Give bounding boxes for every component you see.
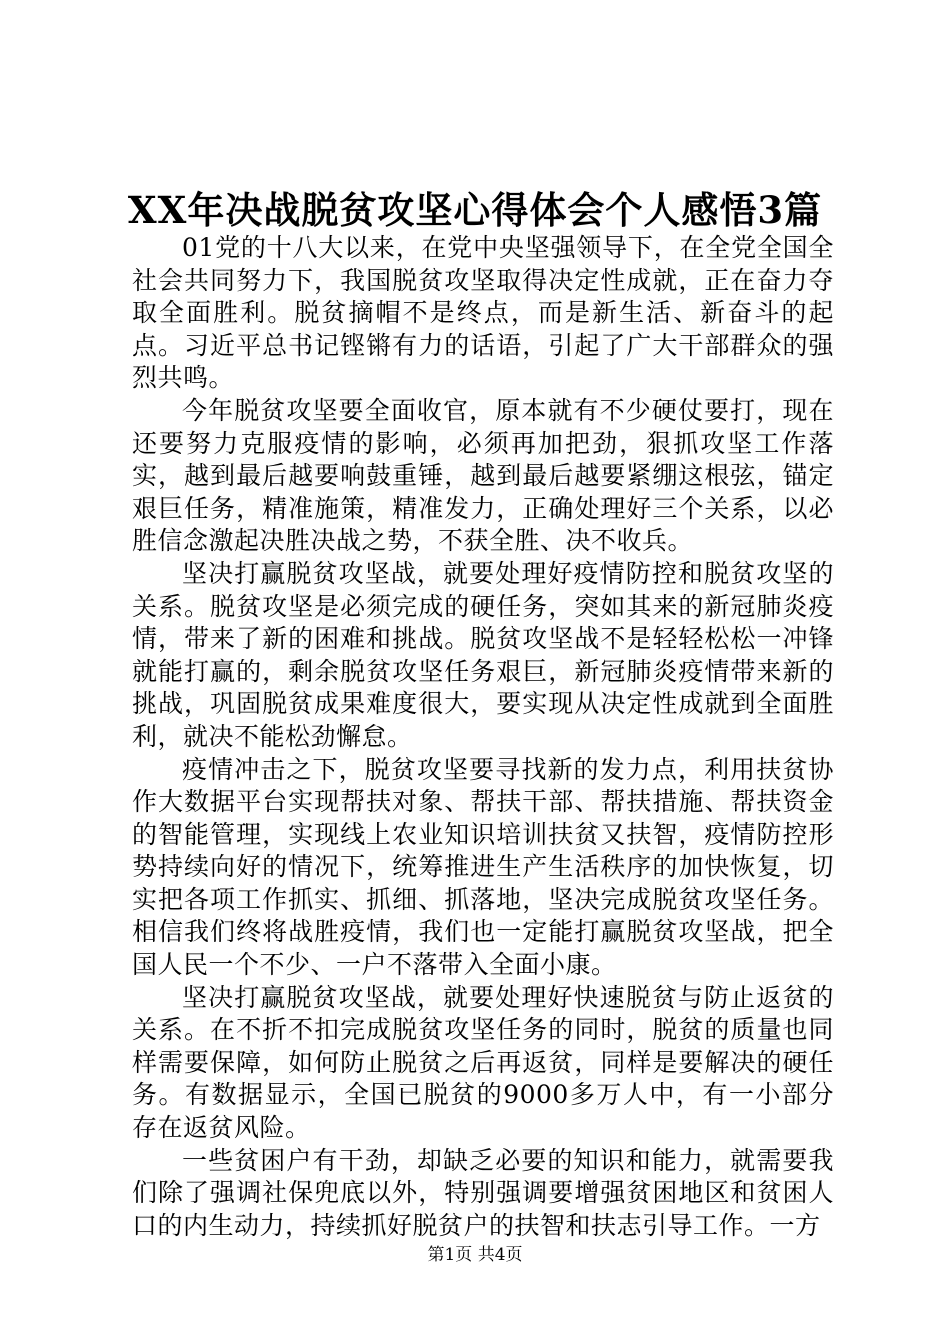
paragraph-6: 一些贫困户有干劲，却缺乏必要的知识和能力，就需要我们除了强调社保兜底以外，特别强调要增强贫困地区和贫困人口的内生动力，持续抓好脱贫户的扶智和扶志引导工作。一方 xyxy=(132,1145,834,1240)
page-footer: 第1页 共4页 xyxy=(427,1245,523,1265)
paragraph-3: 坚决打赢脱贫攻坚战，就要处理好疫情防控和脱贫攻坚的关系。脱贫攻坚是必须完成的硬任务，突如其来的新冠肺炎疫情，带来了新的困难和挑战。脱贫攻坚战不是轻轻松松一冲锋就能打赢的，剩余脱贫攻坚任务艰巨，新冠肺炎疫情带来新的挑战，巩固脱贫成果难度很大，要实现从决定性成就到全面胜利，就决不能松劲懈怠。 xyxy=(132,558,834,751)
paragraph-1: 01党的十八大以来，在党中央坚强领导下，在全党全国全社会共同努力下，我国脱贫攻坚取得决定性成就，正在奋力夺取全面胜利。脱贫摘帽不是终点，而是新生活、新奋斗的起点。习近平总书记铿锵有力的话语，引起了广大干部群众的强烈共鸣。 xyxy=(132,233,834,393)
paragraph-5: 坚决打赢脱贫攻坚战，就要处理好快速脱贫与防止返贫的关系。在不折不扣完成脱贫攻坚任务的同时，脱贫的质量也同样需要保障，如何防止脱贫之后再返贫，同样是要解决的硬任务。有数据显示，全国已脱贫的9000多万人中，有一小部分存在返贫风险。 xyxy=(132,982,834,1143)
document-title: XX年决战脱贫攻坚心得体会个人感悟3篇 xyxy=(127,188,823,232)
paragraph-2: 今年脱贫攻坚要全面收官，原本就有不少硬仗要打，现在还要努力克服疫情的影响，必须再加把劲，狠抓攻坚工作落实，越到最后越要响鼓重锤，越到最后越要紧绷这根弦，锚定艰巨任务，精准施策，精准发力，正确处理好三个关系，以必胜信念激起决胜决战之势，不获全胜、决不收兵。 xyxy=(132,395,834,556)
document-body xyxy=(132,232,834,1242)
paragraph-4: 疫情冲击之下，脱贫攻坚要寻找新的发力点，利用扶贫协作大数据平台实现帮扶对象、帮扶干部、帮扶措施、帮扶资金的智能管理，实现线上农业知识培训扶贫又扶智，疫情防控形势持续向好的情况下，统筹推进生产生活秩序的加快恢复，切实把各项工作抓实、抓细、抓落地，坚决完成脱贫攻坚任务。相信我们终将战胜疫情，我们也一定能打赢脱贫攻坚战，把全国人民一个不少、一户不落带入全面小康。 xyxy=(132,754,834,980)
